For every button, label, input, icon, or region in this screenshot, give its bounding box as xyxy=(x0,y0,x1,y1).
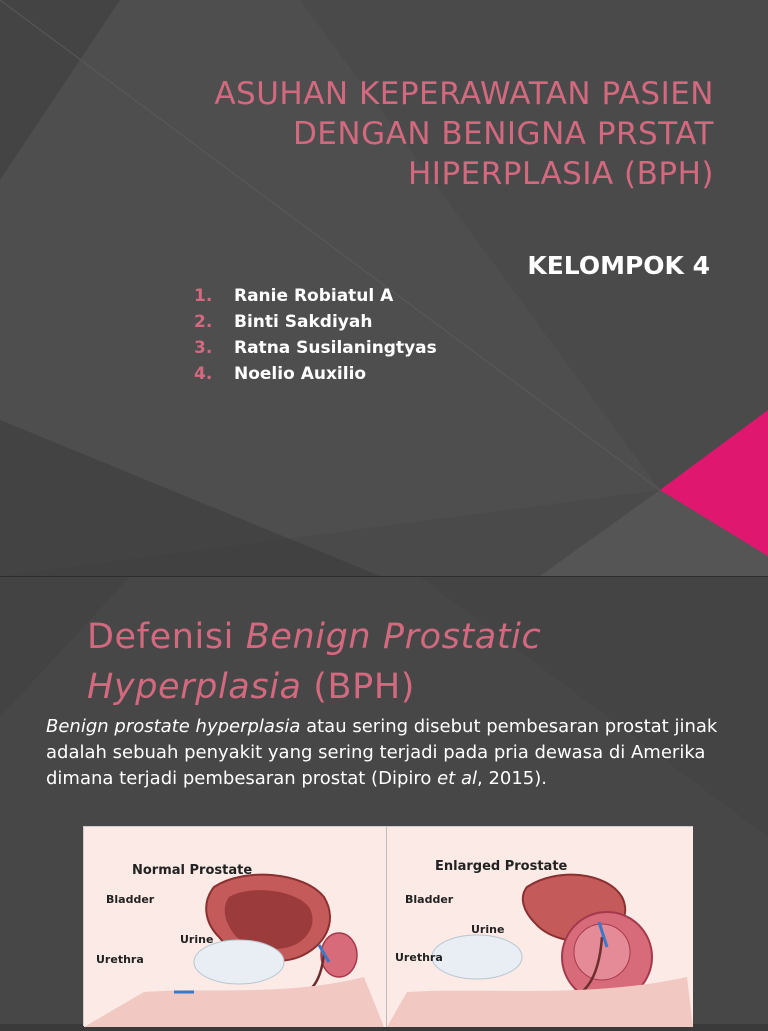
member-name: Binti Sakdiyah xyxy=(234,312,373,332)
title-part-italic-2: Hyperplasia xyxy=(87,667,302,707)
title-line-3: HIPERPLASIA (BPH) xyxy=(408,156,714,192)
urine-label: Urine xyxy=(180,933,214,946)
urine-label: Urine xyxy=(471,923,505,936)
member-name: Ranie Robiatul A xyxy=(234,286,394,306)
definition-title xyxy=(87,612,541,712)
title-part-italic: Benign Prostatic xyxy=(245,617,542,657)
definition-text xyxy=(46,714,736,792)
urethra-label: Urethra xyxy=(96,953,144,966)
member-item xyxy=(194,286,437,312)
member-item xyxy=(194,364,437,390)
bladder-label: Bladder xyxy=(106,893,155,906)
prostate-illustration xyxy=(83,826,693,1026)
urethra-label: Urethra xyxy=(395,951,443,964)
title-part-regular: Defenisi xyxy=(87,617,246,657)
member-name: Ratna Susilaningtyas xyxy=(234,338,437,358)
group-label: KELOMPOK 4 xyxy=(527,251,710,280)
title-part-abbrev: (BPH) xyxy=(301,667,416,707)
member-number: 1. xyxy=(194,286,213,306)
title-line-2: DENGAN BENIGNA PRSTAT xyxy=(292,116,714,152)
citation-year: , 2015). xyxy=(477,768,547,789)
citation-italic: et al xyxy=(437,768,477,789)
presentation-title xyxy=(74,74,714,194)
enlarged-prostate-drawing xyxy=(387,827,693,1027)
member-number: 3. xyxy=(194,338,213,358)
bladder-label: Bladder xyxy=(405,893,454,906)
normal-prostate-title: Normal Prostate xyxy=(132,863,253,878)
member-name: Noelio Auxilio xyxy=(234,364,367,384)
normal-prostate-drawing xyxy=(84,827,386,1027)
enlarged-prostate-panel xyxy=(387,827,689,1027)
definition-body: atau sering disebut pembesaran prostat jinak adalah sebuah penyakit yang sering terjadi pada pria dewasa di Amerika dimana terjadi pembesaran prostat (Dipiro xyxy=(46,716,718,789)
enlarged-prostate-title: Enlarged Prostate xyxy=(435,859,568,874)
member-number: 2. xyxy=(194,312,213,332)
member-item xyxy=(194,312,437,338)
normal-prostate-panel xyxy=(84,827,387,1027)
title-line-1: ASUHAN KEPERAWATAN PASIEN xyxy=(214,76,714,112)
member-list xyxy=(194,286,437,390)
member-number: 4. xyxy=(194,364,213,384)
term-italic: Benign prostate hyperplasia xyxy=(46,716,301,737)
member-item xyxy=(194,338,437,364)
